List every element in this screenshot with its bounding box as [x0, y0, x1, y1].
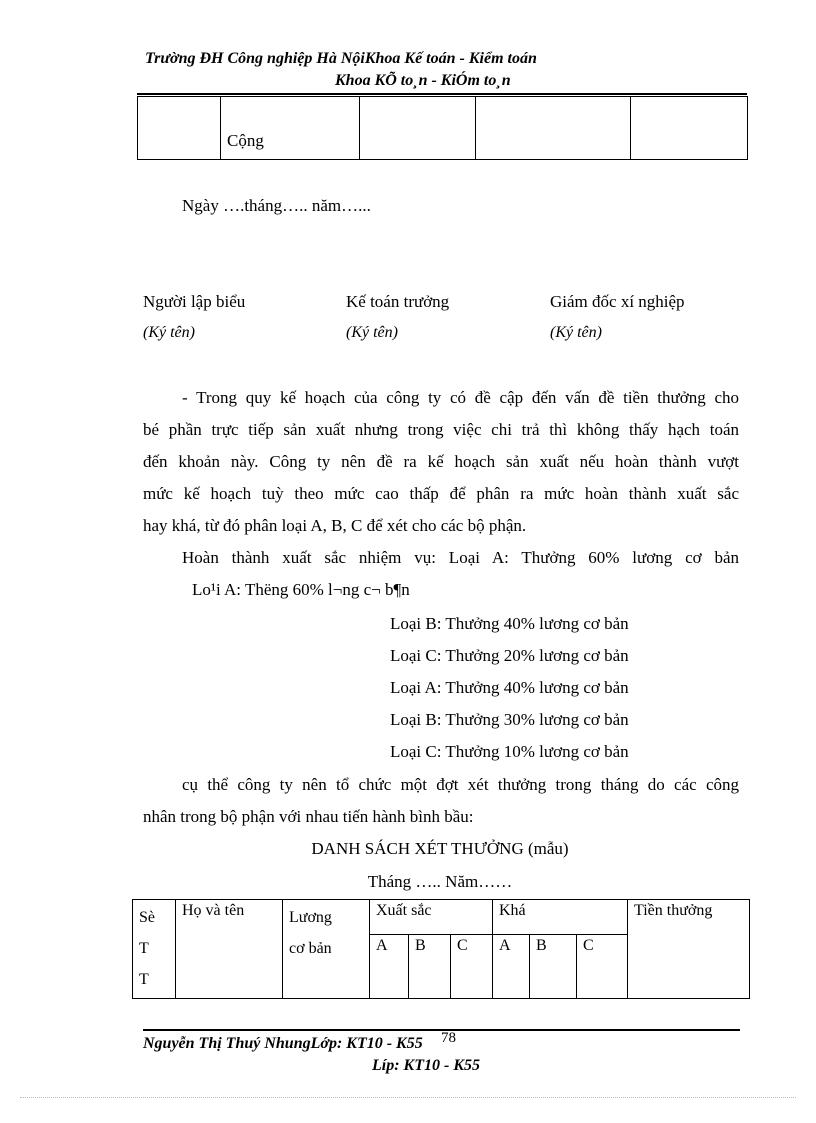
page-edge-divider — [20, 1097, 796, 1098]
signer-preparer: Người lập biểu — [143, 292, 246, 311]
stt-line: T — [139, 971, 149, 988]
paragraph-line: - Trong quy kế hoạch của công ty có đề cập đến vấn đề tiền thưởng cho — [182, 388, 739, 407]
top-table-cell — [476, 97, 631, 160]
name-header: Họ và tên — [176, 900, 283, 999]
bonus-item: Loại C: Thưởng 20% lương cơ bản — [390, 646, 629, 665]
bonus-item: Loại B: Thưởng 30% lương cơ bản — [390, 710, 629, 729]
header-school: Trường ĐH Công nghiệp Hà NộiKhoa Kế toán - Kiểm toán — [145, 50, 537, 67]
list-title: DANH SÁCH XÉT THƯỞNG (mẫu) — [311, 839, 569, 858]
top-table — [137, 96, 748, 160]
signer-chief-note: (Ký tên) — [346, 324, 398, 341]
paragraph-line: đến khoản này. Công ty nên đề ra kế hoạch sản xuất nếu hoàn thành vượt — [143, 452, 739, 471]
page-number: 78 — [441, 1030, 456, 1046]
top-table-cell — [360, 97, 476, 160]
header-faculty: Khoa KÕ to¸n - KiÓm to¸n — [335, 72, 511, 89]
bonus-item: Loại A: Thưởng 40% lương cơ bản — [390, 678, 629, 697]
top-table-cell — [631, 97, 748, 160]
signer-director: Giám đốc xí nghiệp — [550, 292, 685, 311]
sub-header-good-b: B — [530, 935, 577, 999]
salary-header — [283, 900, 370, 999]
sub-header-excellent-b: B — [409, 935, 451, 999]
paragraph-line: Hoàn thành xuất sắc nhiệm vụ: Loại A: Thưởng 60% lương cơ bản — [182, 548, 739, 567]
bonus-item: Loại B: Thưởng 40% lương cơ bản — [390, 614, 629, 633]
total-label: Cộng — [227, 131, 264, 150]
footer-author: Nguyễn Thị Thuý NhungLớp: KT10 - K55 — [143, 1035, 423, 1052]
list-date: Tháng ….. Năm…… — [367, 872, 513, 891]
signer-chief-accountant: Kế toán trưởng — [346, 292, 450, 311]
bonus-header: Tiền thưởng — [628, 900, 750, 999]
header-rule — [137, 93, 747, 95]
sub-header-excellent-a: A — [370, 935, 409, 999]
good-header: Khá — [493, 900, 628, 935]
stt-line: Sè — [139, 909, 155, 926]
top-table-cell — [138, 97, 221, 160]
sub-header-good-a: A — [493, 935, 530, 999]
salary-line: Lương — [289, 909, 332, 926]
salary-line: cơ bản — [289, 940, 332, 957]
stt-header — [133, 900, 176, 999]
paragraph-line: mức kế hoạch tuỳ theo mức cao thấp để phân ra mức hoàn thành xuất sắc — [143, 484, 739, 503]
bonus-table — [132, 899, 750, 999]
paragraph-line: hay khá, từ đó phân loại A, B, C để xét cho các bộ phận. — [143, 516, 527, 535]
paragraph-line: bé phần trực tiếp sản xuất nhưng trong việc chi trả thì không thấy hạch toán — [143, 420, 739, 439]
stt-line: T — [139, 940, 149, 957]
footer-class: Líp: KT10 - K55 — [372, 1057, 480, 1074]
top-table-total-cell — [221, 97, 360, 160]
paragraph-line: nhân trong bộ phận với nhau tiến hành bình bầu: — [143, 807, 474, 826]
date-line: Ngày ….tháng….. năm…... — [182, 196, 371, 215]
paragraph-line-garbled: Lo¹i A: Thëng 60% l¬ng c¬ b¶n — [192, 580, 410, 599]
signer-preparer-note: (Ký tên) — [143, 324, 195, 341]
signer-director-note: (Ký tên) — [550, 324, 602, 341]
bonus-item: Loại C: Thưởng 10% lương cơ bản — [390, 742, 629, 761]
sub-header-good-c: C — [577, 935, 628, 999]
paragraph-line: cụ thể công ty nên tổ chức một đợt xét thưởng trong tháng do các công — [182, 775, 739, 794]
excellent-header: Xuất sắc — [370, 900, 493, 935]
sub-header-excellent-c: C — [451, 935, 493, 999]
